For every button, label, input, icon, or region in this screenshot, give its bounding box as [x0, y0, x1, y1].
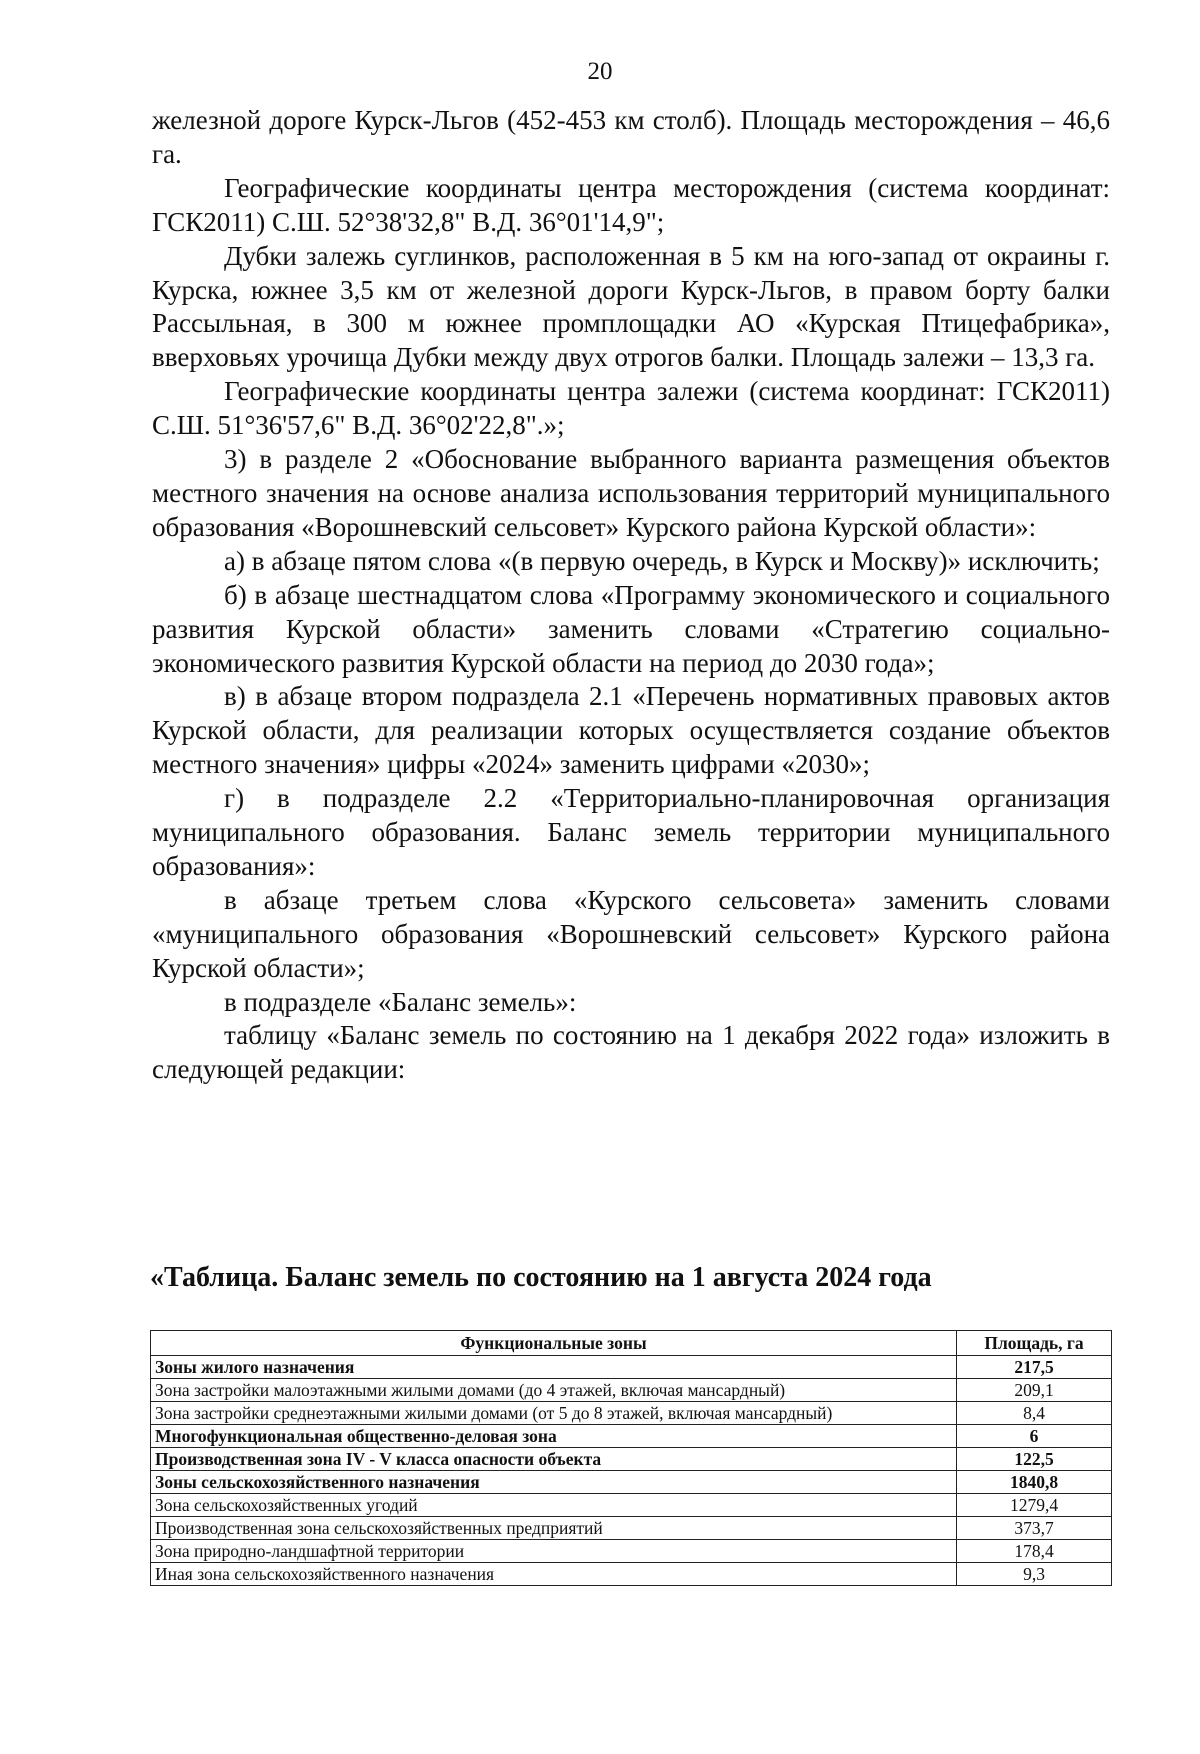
header-zones: Функциональные зоны — [151, 1331, 957, 1356]
area-cell: 373,7 — [957, 1517, 1112, 1540]
area-cell: 209,1 — [957, 1379, 1112, 1402]
document-body — [152, 104, 1110, 1087]
area-cell: 6 — [957, 1425, 1112, 1448]
table-row — [151, 1563, 1112, 1586]
area-cell: 1279,4 — [957, 1494, 1112, 1517]
area-cell: 1840,8 — [957, 1471, 1112, 1494]
paragraph: в абзаце третьем слова «Курского сельсовета» заменить словами «муниципального образования «Ворошневский сельсовет» Курского района Курской области»; — [152, 884, 1110, 983]
table-row — [151, 1448, 1112, 1471]
area-cell: 8,4 — [957, 1402, 1112, 1425]
paragraph: в) в абзаце втором подраздела 2.1 «Перечень нормативных правовых актов Курской области, для реализации которых осуществляется создание объектов местного значения» цифры «2024» заменить цифрами «2030»; — [152, 681, 1110, 780]
table-row — [151, 1517, 1112, 1540]
area-cell: 217,5 — [957, 1356, 1112, 1379]
area-cell: 122,5 — [957, 1448, 1112, 1471]
zone-cell: Иная зона сельскохозяйственного назначения — [151, 1563, 957, 1586]
table-header-row — [151, 1331, 1112, 1356]
table-row — [151, 1494, 1112, 1517]
zone-cell: Производственная зона сельскохозяйственных предприятий — [151, 1517, 957, 1540]
paragraph: Дубки залежь суглинков, расположенная в 5 км на юго-запад от окраины г. Курска, южнее 3,5 км от железной дороги Курск-Льгов, в правом борту балки Рассыльная, в 300 м южнее промплощадки АО «Курская Птицефабрика», вверховьях урочища Дубки между двух отрогов балки. Площадь залежи – 13,3 га. — [152, 240, 1110, 373]
paragraph: железной дороге Курск-Льгов (452-453 км столб). Площадь месторождения – 46,6 га. — [152, 105, 1110, 169]
table-row — [151, 1425, 1112, 1448]
paragraph: Географические координаты центра залежи (система координат: ГСК2011) С.Ш. 51°36'57,6" В.Д. 36°02'22,8".»; — [152, 376, 1110, 441]
zone-cell: Зоны сельскохозяйственного назначения — [151, 1471, 957, 1494]
zone-cell: Зона застройки малоэтажными жилыми домами (до 4 этажей, включая мансардный) — [151, 1379, 957, 1402]
zone-cell: Многофункциональная общественно-деловая зона — [151, 1425, 957, 1448]
table-row — [151, 1540, 1112, 1563]
table-row — [151, 1402, 1112, 1425]
area-cell: 178,4 — [957, 1540, 1112, 1563]
zone-cell: Зона сельскохозяйственных угодий — [151, 1494, 957, 1517]
paragraph: г) в подразделе 2.2 «Территориально-планировочная организация муниципального образования. Баланс земель территории муниципального образования»: — [152, 783, 1110, 881]
table-row — [151, 1471, 1112, 1494]
table-body — [151, 1356, 1112, 1586]
land-balance-table — [150, 1330, 1112, 1586]
header-area: Площадь, га — [957, 1331, 1112, 1356]
page-number: 20 — [587, 58, 613, 85]
paragraph: 3) в разделе 2 «Обоснование выбранного варианта размещения объектов местного значения на основе анализа использования территорий муниципального образования «Ворошневский сельсовет» Курского района Курской области»: — [152, 444, 1110, 542]
paragraph: Географические координаты центра месторождения (система координат: ГСК2011) С.Ш. 52°38'32,8" В.Д. 36°01'14,9"; — [152, 172, 1110, 237]
table-row — [151, 1356, 1112, 1379]
paragraph: таблицу «Баланс земель по состоянию на 1 декабря 2022 года» изложить в следующей редакции: — [152, 1020, 1110, 1085]
zone-cell: Зона застройки среднеэтажными жилыми домами (от 5 до 8 этажей, включая мансардный) — [151, 1402, 957, 1425]
table-title: «Таблица. Баланс земель по состоянию на 1 августа 2024 года — [150, 1262, 932, 1293]
paragraph: б) в абзаце шестнадцатом слова «Программу экономического и социального развития Курской области» заменить словами «Стратегию социально-экономического развития Курской области на период до 2030 года»; — [152, 579, 1110, 678]
zone-cell: Зона природно-ландшафтной территории — [151, 1540, 957, 1563]
zone-cell: Производственная зона IV - V класса опасности объекта — [151, 1448, 957, 1471]
area-cell: 9,3 — [957, 1563, 1112, 1586]
paragraph: а) в абзаце пятом слова «(в первую очередь, в Курск и Москву)» исключить; — [224, 545, 1100, 576]
paragraph: в подразделе «Баланс земель»: — [224, 986, 577, 1017]
zone-cell: Зоны жилого назначения — [151, 1356, 957, 1379]
table-row — [151, 1379, 1112, 1402]
